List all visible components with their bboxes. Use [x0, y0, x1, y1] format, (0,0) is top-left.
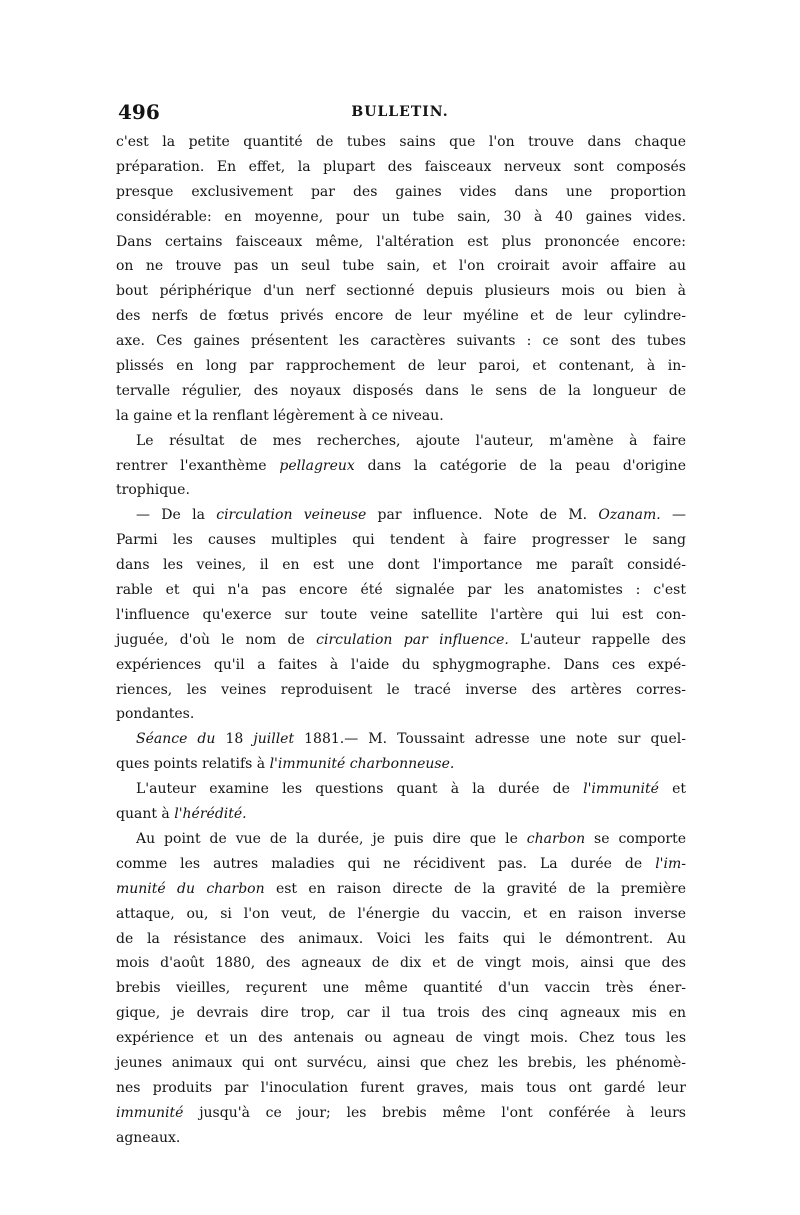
text-segment: par influence. Note de M. — [366, 507, 599, 524]
text-line — [116, 802, 686, 827]
text-segment: L'auteur rappelle des — [508, 631, 686, 648]
text-line — [116, 254, 686, 279]
text-segment: nes produits par l'inoculation furent graves, mais tous ont gardé leur — [116, 1079, 686, 1096]
italic-text: l'immunité charbonneuse. — [269, 756, 455, 773]
page-number: 496 — [118, 100, 160, 124]
text-segment: brebis vieilles, reçurent une même quantité d'un vaccin très éner- — [116, 980, 686, 997]
text-segment: Le résultat de mes recherches, ajoute l'auteur, m'amène à faire — [136, 432, 686, 449]
text-segment: des nerfs de fœtus privés encore de leur myéline et de leur cylindre- — [116, 308, 686, 325]
text-line — [116, 777, 686, 802]
text-segment: quant à — [116, 806, 175, 823]
text-segment: de la résistance des animaux. Voici les faits qui le démontrent. Au — [116, 930, 686, 947]
text-segment: pondantes. — [116, 706, 195, 723]
text-line — [116, 877, 686, 902]
text-segment: expériences qu'il a faites à l'aide du sphygmographe. Dans ces expé- — [116, 656, 686, 673]
text-line — [116, 1001, 686, 1026]
text-segment: est en raison directe de la gravité de la première — [264, 880, 686, 897]
text-line — [116, 1026, 686, 1051]
text-segment: on ne trouve pas un seul tube sain, et l'on croirait avoir affaire au — [116, 258, 686, 275]
text-segment: rable et qui n'a pas encore été signalée par les anatomistes : c'est — [116, 582, 686, 599]
italic-text: juillet — [253, 731, 295, 748]
text-segment: expérience et un des antenais ou agneau de vingt mois. Chez tous les — [116, 1030, 686, 1047]
text-segment: ques points relatifs à — [116, 756, 270, 773]
text-line — [116, 553, 686, 578]
text-line — [116, 329, 686, 354]
text-segment: trophique. — [116, 482, 190, 499]
text-line — [116, 827, 686, 852]
text-line — [116, 1076, 686, 1101]
text-line — [116, 478, 686, 503]
text-line — [116, 279, 686, 304]
italic-text: l'immunité — [583, 781, 659, 798]
text-segment: presque exclusivement par des gaines vides dans une proportion — [116, 183, 686, 200]
text-line — [116, 678, 686, 703]
text-segment: bout périphérique d'un nerf sectionné depuis plusieurs mois ou bien à — [116, 283, 686, 300]
italic-text: charbon — [526, 830, 586, 847]
text-line — [116, 1126, 686, 1151]
text-line — [116, 727, 686, 752]
text-line — [116, 379, 686, 404]
page-header — [118, 100, 682, 130]
text-line — [116, 1101, 686, 1126]
text-segment: juguée, d'où le nom de — [116, 631, 317, 648]
text-segment: se comporte — [585, 830, 686, 847]
text-segment: dans la catégorie de la peau d'origine — [354, 457, 686, 474]
text-line — [116, 130, 686, 155]
text-segment: la gaine et la renflant légèrement à ce niveau. — [116, 407, 444, 424]
text-line — [116, 180, 686, 205]
text-segment: 18 — [215, 731, 254, 748]
text-segment: c'est la petite quantité de tubes sains que l'on trouve dans chaque — [116, 134, 686, 150]
italic-text: munité du charbon — [116, 880, 265, 897]
text-segment: agneaux. — [116, 1129, 181, 1146]
text-line — [116, 404, 686, 429]
text-segment: jusqu'à ce jour; les brebis même l'ont conférée à leurs — [183, 1104, 686, 1121]
text-line — [116, 951, 686, 976]
text-line — [116, 752, 686, 777]
italic-text: Ozanam. — [598, 507, 661, 524]
italic-text: pellagreux — [279, 457, 355, 474]
italic-text: l'im- — [655, 855, 686, 872]
text-segment: 1881.— M. Toussaint adresse une note sur quel- — [294, 731, 686, 748]
text-segment: L'auteur examine les questions quant à la durée de — [136, 781, 584, 798]
text-line — [116, 230, 686, 255]
text-segment: attaque, ou, si l'on veut, de l'énergie du vaccin, et en raison inverse — [116, 905, 686, 922]
text-segment: préparation. En effet, la plupart des faisceaux nerveux sont composés — [116, 158, 686, 175]
italic-text: immunité — [116, 1104, 184, 1121]
text-line — [116, 304, 686, 329]
text-segment: gique, je devrais dire trop, car il tua trois des cinq agneaux mis en — [116, 1005, 686, 1022]
text-line — [116, 628, 686, 653]
text-line — [116, 429, 686, 454]
text-segment: comme les autres maladies qui ne récidivent pas. La durée de — [116, 855, 656, 872]
text-segment: plissés en long par rapprochement de leur paroi, et contenant, à in- — [116, 358, 686, 375]
text-segment: Parmi les causes multiples qui tendent à faire progresser le sang — [116, 532, 686, 549]
text-line — [116, 528, 686, 553]
italic-text: Séance du — [136, 731, 216, 748]
italic-text: circulation par influence. — [316, 631, 509, 648]
text-line — [116, 1051, 686, 1076]
text-segment: jeunes animaux qui ont survécu, ainsi que chez les brebis, les phénomè- — [116, 1054, 686, 1071]
text-segment: dans les veines, il en est une dont l'importance me paraît considé- — [116, 557, 686, 574]
text-line — [116, 354, 686, 379]
text-line — [116, 578, 686, 603]
text-segment: tervalle régulier, des noyaux disposés dans le sens de la longueur de — [116, 382, 686, 399]
text-segment: l'influence qu'exerce sur toute veine satellite l'artère qui lui est con- — [116, 606, 686, 623]
text-segment: — — [660, 507, 687, 524]
text-segment: — De la — [136, 507, 217, 524]
text-segment: rentrer l'exanthème — [116, 457, 280, 474]
running-head: BULLETIN. — [351, 104, 449, 120]
text-line — [116, 603, 686, 628]
text-segment: axe. Ces gaines présentent les caractères suivants : ce sont des tubes — [116, 333, 686, 350]
body-text — [116, 130, 686, 1151]
italic-text: circulation veineuse — [216, 507, 367, 524]
text-segment: mois d'août 1880, des agneaux de dix et de vingt mois, ainsi que des — [116, 955, 686, 972]
text-line — [116, 653, 686, 678]
text-line — [116, 205, 686, 230]
text-segment: riences, les veines reproduisent le tracé inverse des artères corres- — [116, 681, 686, 698]
text-line — [116, 976, 686, 1001]
text-line — [116, 702, 686, 727]
text-line — [116, 902, 686, 927]
text-segment: et — [658, 781, 686, 798]
text-line — [116, 155, 686, 180]
text-line — [116, 503, 686, 528]
text-line — [116, 852, 686, 877]
italic-text: l'hérédité. — [174, 806, 247, 823]
text-segment: Au point de vue de la durée, je puis dire que le — [136, 830, 527, 847]
text-line — [116, 927, 686, 952]
text-line — [116, 454, 686, 479]
text-segment: considérable: en moyenne, pour un tube sain, 30 à 40 gaines vides. — [116, 208, 686, 225]
text-segment: Dans certains faisceaux même, l'altération est plus prononcée encore: — [116, 233, 686, 250]
